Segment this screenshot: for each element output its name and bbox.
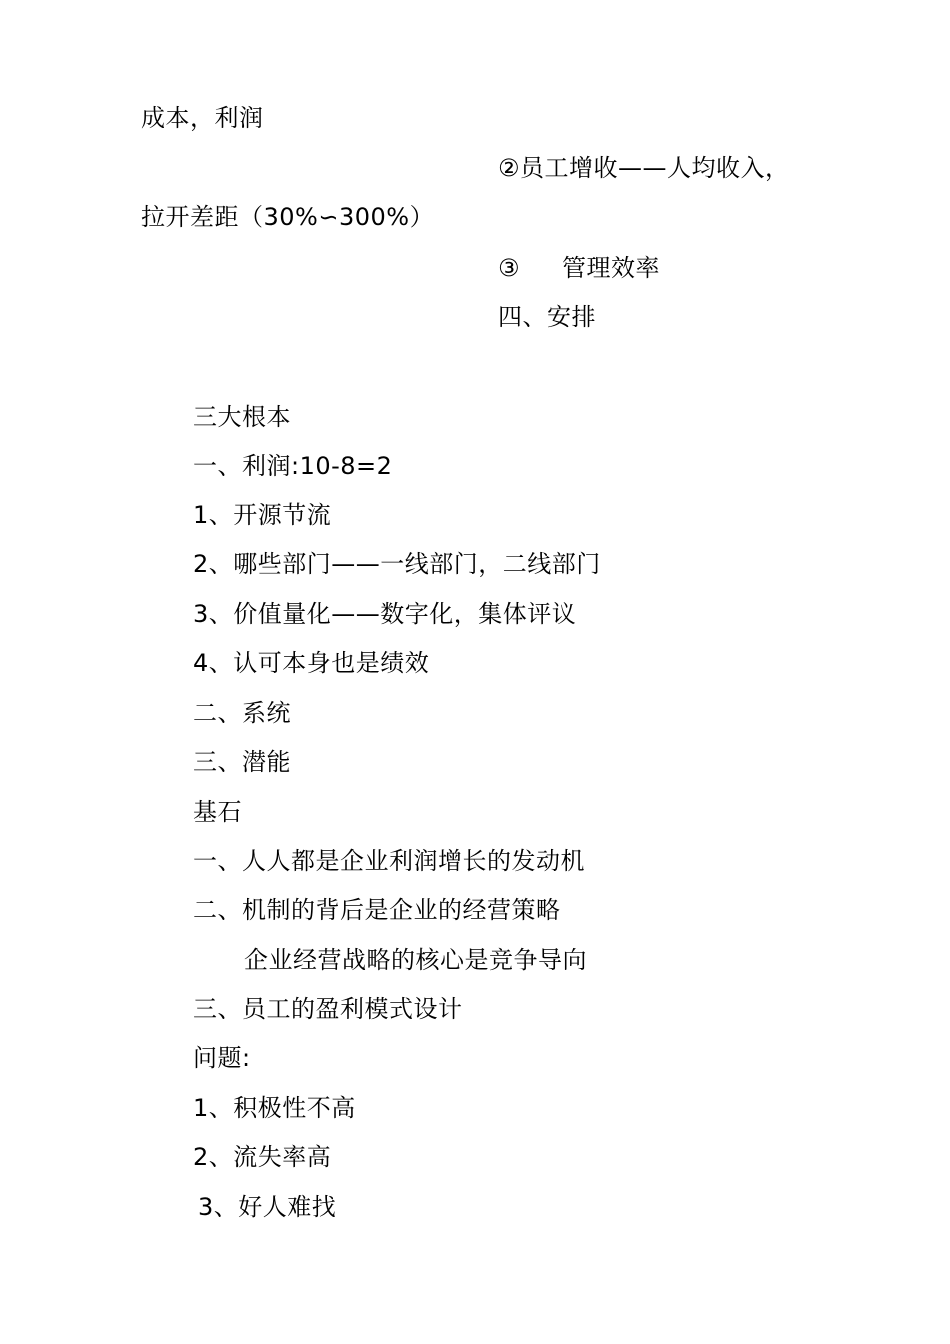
text-line-high-turnover: 2、流失率高	[193, 1143, 332, 1171]
text-line-profit-formula: 一、利润:10-8=2	[193, 452, 393, 480]
text-line-strategy-core: 企业经营战略的核心是竞争导向	[244, 946, 587, 974]
text-line-low-motivation: 1、积极性不高	[193, 1094, 356, 1122]
text-line-value-quantification: 3、价值量化——数字化，集体评议	[193, 600, 577, 628]
text-line-hard-to-find: 3、好人难找	[198, 1193, 337, 1221]
text-line-everyone-engine: 一、人人都是企业利润增长的发动机	[193, 847, 585, 875]
text-line-widen-gap: 拉开差距（30%∽300%）	[141, 203, 435, 231]
text-line-mechanism-strategy: 二、机制的背后是企业的经营策略	[193, 896, 561, 924]
heading-three-fundamentals: 三大根本	[193, 403, 291, 431]
text-line-marker-3: ③	[498, 254, 521, 282]
text-line-cost-profit: 成本，利润	[141, 104, 264, 132]
text-line-employee-income: ②员工增收——人均收入，	[498, 154, 790, 182]
text-line-system: 二、系统	[193, 699, 291, 727]
text-line-open-source: 1、开源节流	[193, 501, 332, 529]
text-line-management-efficiency: 管理效率	[562, 254, 660, 282]
text-line-recognition: 4、认可本身也是绩效	[193, 649, 430, 677]
text-line-departments: 2、哪些部门——一线部门，二线部门	[193, 550, 601, 578]
heading-cornerstone: 基石	[193, 798, 242, 826]
text-line-arrangement: 四、安排	[498, 303, 596, 331]
heading-problems: 问题:	[193, 1044, 251, 1072]
text-line-profit-model: 三、员工的盈利模式设计	[193, 995, 463, 1023]
text-line-potential: 三、潜能	[193, 748, 291, 776]
